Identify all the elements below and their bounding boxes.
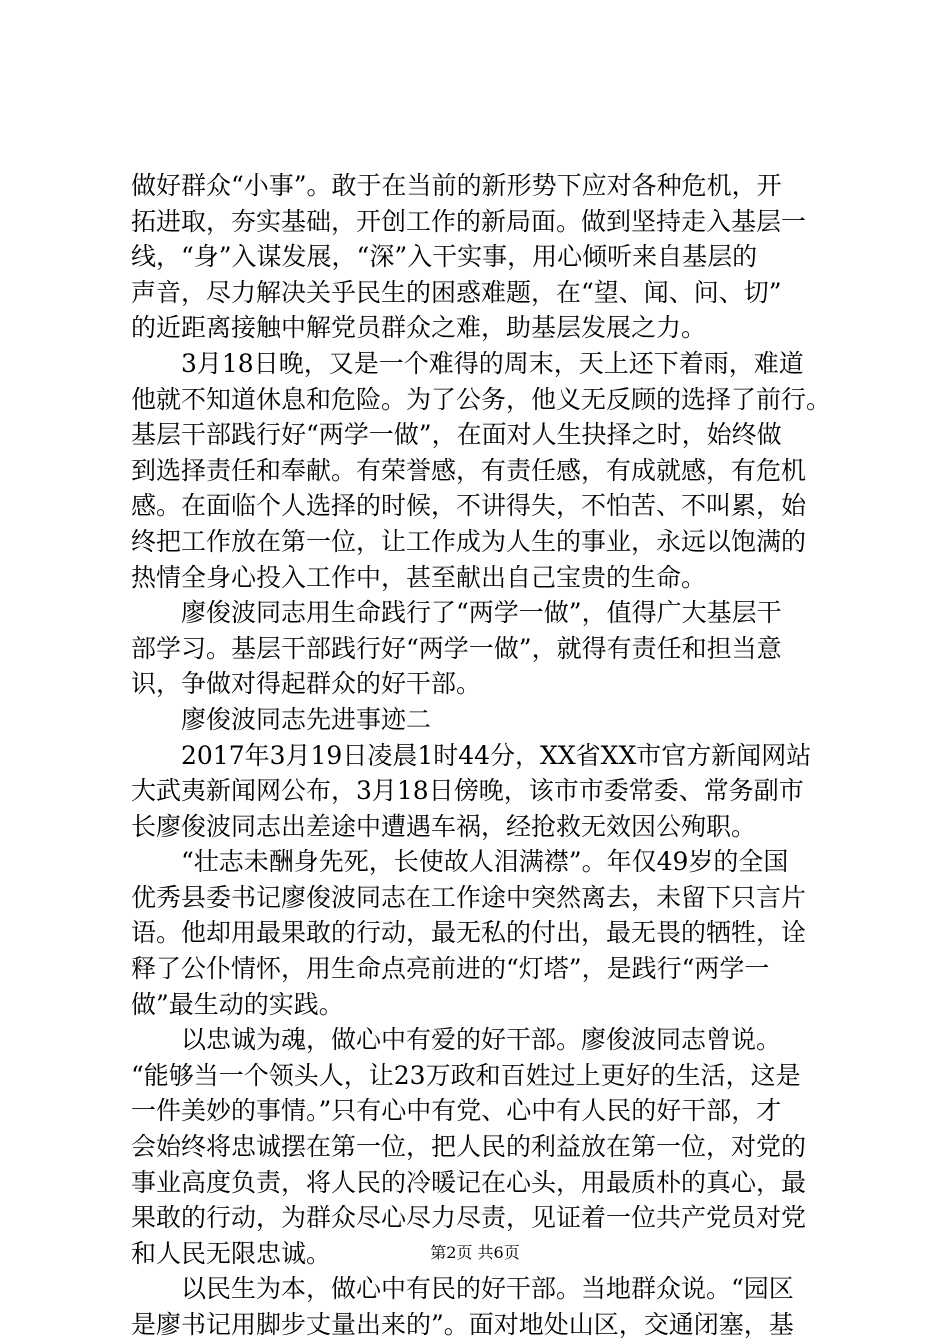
text-line: 语。他却用最果敢的行动，最无私的付出，最无畏的牺牲，诠 bbox=[131, 918, 807, 948]
text-line: 部学习。基层干部践行好“两学一做”，就得有责任和担当意 bbox=[131, 633, 782, 663]
text-line: 3月18日晚，又是一个难得的周末，天上还下着雨，难道 bbox=[181, 348, 804, 378]
page-footer bbox=[0, 1243, 950, 1263]
text-line: 会始终将忠诚摆在第一位，把人民的利益放在第一位，对党的 bbox=[131, 1132, 807, 1162]
text-line: 一件美妙的事情。”只有心中有党、心中有人民的好干部，才 bbox=[131, 1096, 782, 1126]
text-line: 廖俊波同志用生命践行了“两学一做”，值得广大基层干 bbox=[181, 598, 782, 628]
text-line: 到选择责任和奉献。有荣誉感，有责任感，有成就感，有危机 bbox=[131, 455, 807, 485]
text-line: 他就不知道休息和危险。为了公务，他义无反顾的选择了前行。 bbox=[131, 384, 832, 414]
text-line: 基层干部践行好“两学一做”，在面对人生抉择之时，始终做 bbox=[131, 420, 782, 450]
text-line: 热情全身心投入工作中，甚至献出自己宝贵的生命。 bbox=[131, 562, 707, 592]
text-line: 做”最生动的实践。 bbox=[131, 989, 344, 1019]
text-line: 果敢的行动，为群众尽心尽力尽责，见证着一位共产党员对党 bbox=[131, 1203, 807, 1233]
text-line: 事业高度负责，将人民的冷暖记在心头，用最质朴的真心，最 bbox=[131, 1167, 807, 1197]
text-line: 释了公仆情怀，用生命点亮前进的“灯塔”，是践行“两学一 bbox=[131, 954, 770, 984]
text-line: 终把工作放在第一位，让工作成为人生的事业，永远以饱满的 bbox=[131, 526, 807, 556]
body-text bbox=[131, 168, 831, 1343]
text-line: 和人民无限忠诚。 bbox=[131, 1238, 332, 1268]
section-heading: 廖俊波同志先进事迹二 bbox=[181, 704, 432, 734]
text-line: 是廖书记用脚步丈量出来的”。面对地处山区，交通闭塞，基 bbox=[131, 1310, 794, 1339]
text-line: 优秀县委书记廖俊波同志在工作途中突然离去，未留下只言片 bbox=[131, 882, 807, 912]
page-number: 第2页 共6页 bbox=[430, 1243, 520, 1262]
text-line: 拓进取，夯实基础，开创工作的新局面。做到坚持走入基层一 bbox=[131, 206, 807, 236]
text-line: 长廖俊波同志出差途中遭遇车祸，经抢救无效因公殉职。 bbox=[131, 811, 757, 841]
text-line: 声音，尽力解决关乎民生的困惑难题，在“望、闻、问、切” bbox=[131, 277, 782, 307]
text-line: 线，“身”入谋发展，“深”入干实事，用心倾听来自基层的 bbox=[131, 242, 758, 272]
text-line: 的近距离接触中解党员群众之难，助基层发展之力。 bbox=[131, 313, 707, 343]
text-line: “能够当一个领头人，让23万政和百姓过上更好的生活，这是 bbox=[131, 1060, 801, 1090]
text-line: 识，争做对得起群众的好干部。 bbox=[131, 669, 482, 699]
text-line: 感。在面临个人选择的时候，不讲得失，不怕苦、不叫累，始 bbox=[131, 491, 807, 521]
text-line: 以民生为本，做心中有民的好干部。当地群众说。“园区 bbox=[181, 1274, 794, 1304]
text-line: 以忠诚为魂，做心中有爱的好干部。廖俊波同志曾说。 bbox=[181, 1025, 782, 1055]
text-line: 做好群众“小事”。敢于在当前的新形势下应对各种危机，开 bbox=[131, 171, 782, 200]
text-line: 大武夷新闻网公布，3月18日傍晚，该市市委常委、常务副市 bbox=[131, 776, 804, 806]
text-line: “壮志未酬身先死，长使故人泪满襟”。年仅49岁的全国 bbox=[181, 847, 789, 877]
text-line: 2017年3月19日凌晨1时44分，XX省XX市官方新闻网站 bbox=[181, 740, 812, 770]
